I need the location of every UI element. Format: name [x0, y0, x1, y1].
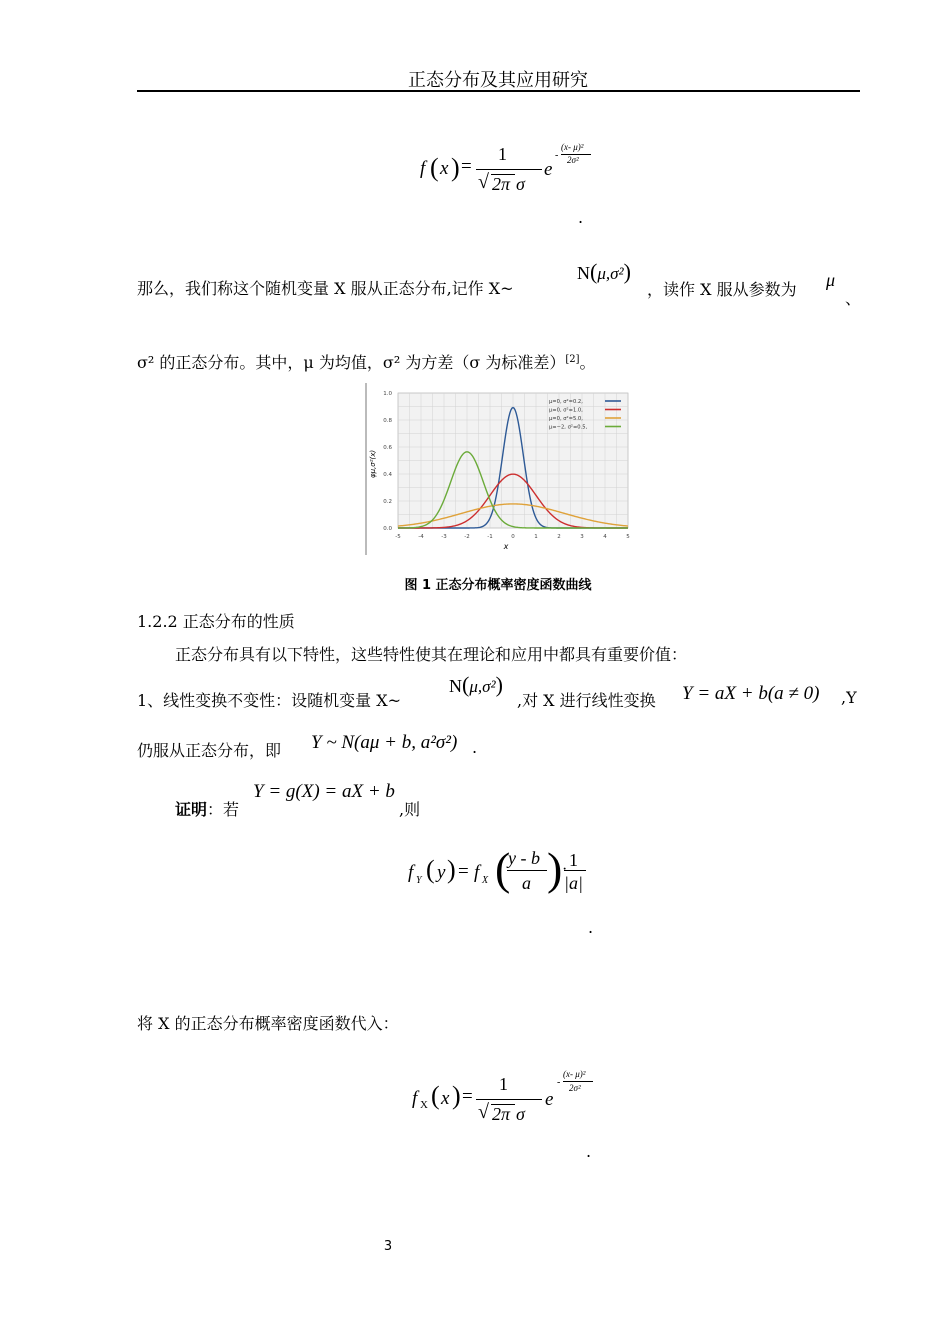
- formula-trailing-dot: .: [578, 208, 584, 227]
- x-tick-label: 1: [534, 534, 538, 540]
- chart-x-axis-label: x: [503, 542, 509, 551]
- legend-label: μ=0, σ²=5.0,: [549, 416, 583, 422]
- y-tick-label: 0.4: [383, 472, 392, 478]
- header-title: 正态分布及其应用研究: [408, 70, 588, 91]
- formula-pdf-x: f X ( x ) = 1 √ 2π σ e - (x- μ)² 2σ²: [408, 1070, 608, 1130]
- figure-normal-pdf-chart: [364, 383, 632, 555]
- x-tick-label: -1: [487, 534, 493, 540]
- figure-caption: 图 1 正态分布概率密度函数曲线: [404, 578, 592, 593]
- y-tick-label: 0.0: [383, 526, 392, 532]
- property-linear-transform: 1、线性变换不变性：设随机变量 X~: [137, 691, 402, 710]
- proof-expression: Y = g(X) = aX + b: [253, 781, 395, 802]
- formula-numerator: 1: [498, 144, 507, 164]
- y-tick-label: 0.8: [383, 418, 392, 424]
- x-tick-label: 3: [580, 534, 584, 540]
- inline-mu: μ: [826, 270, 836, 290]
- formula-transform-density: f Y ( y ) = f X ( y - b a ) · 1 |a|: [408, 846, 598, 902]
- header-rule: [137, 90, 860, 92]
- formula-base: e: [544, 159, 553, 180]
- x-tick-label: -2: [464, 534, 470, 540]
- x-tick-label: 2: [557, 534, 561, 540]
- chart-y-axis-label: φμ,σ²(x): [369, 449, 377, 478]
- property-linear-transform-result: 仍服从正态分布，即: [137, 741, 282, 760]
- x-tick-label: -4: [418, 534, 424, 540]
- citation-ref: [2]: [565, 354, 580, 365]
- chart-grid: [398, 393, 628, 528]
- paragraph-notation: 那么，我们称这个随机变量 X 服从正态分布,记作 X~: [137, 279, 514, 298]
- paragraph-properties-intro: 正态分布具有以下特性，这些特性使其在理论和应用中都具有重要价值：: [175, 645, 688, 664]
- inline-normal-notation: N(μ,σ²): [577, 259, 631, 284]
- page-number: 3: [383, 1239, 393, 1254]
- formula-pdf: f ( x ) = 1 √ 2π σ e - (x- μ)² 2σ²: [416, 140, 606, 200]
- y-tick-label: 0.2: [383, 499, 392, 505]
- section-heading: 1.2.2 正态分布的性质: [137, 612, 295, 631]
- legend-label: μ=0, σ²=0.2,: [549, 399, 583, 405]
- formula-arg: x: [440, 158, 449, 179]
- fraction-bar: [476, 169, 542, 170]
- x-tick-label: 5: [626, 534, 630, 540]
- x-tick-label: -5: [395, 534, 401, 540]
- legend-label: μ=0, σ²=1.0,: [549, 407, 583, 414]
- y-tick-label: 1.0: [383, 391, 392, 397]
- proof-label: 证明: [175, 800, 208, 819]
- y-tick-label: 0.6: [383, 445, 392, 451]
- formula-lhs: f: [420, 158, 426, 179]
- inline-transform: Y = aX + b(a ≠ 0): [682, 683, 820, 704]
- x-tick-label: 4: [603, 534, 607, 540]
- paragraph-definitions: σ² 的正态分布。其中，μ 为均值，σ² 为方差（σ 为标准差）[2]。: [137, 353, 596, 372]
- paragraph-substitute: 将 X 的正态分布概率密度函数代入：: [137, 1014, 399, 1033]
- x-tick-label: 0: [511, 534, 515, 540]
- inline-normal-notation-2: N(μ,σ²): [449, 672, 503, 697]
- legend-label: μ=−2, σ²=0.5,: [549, 424, 588, 431]
- inline-result: Y ~ N(aμ + b, a²σ²): [311, 732, 458, 753]
- proof-line: 证明：若: [175, 800, 240, 819]
- x-tick-label: -3: [441, 534, 447, 540]
